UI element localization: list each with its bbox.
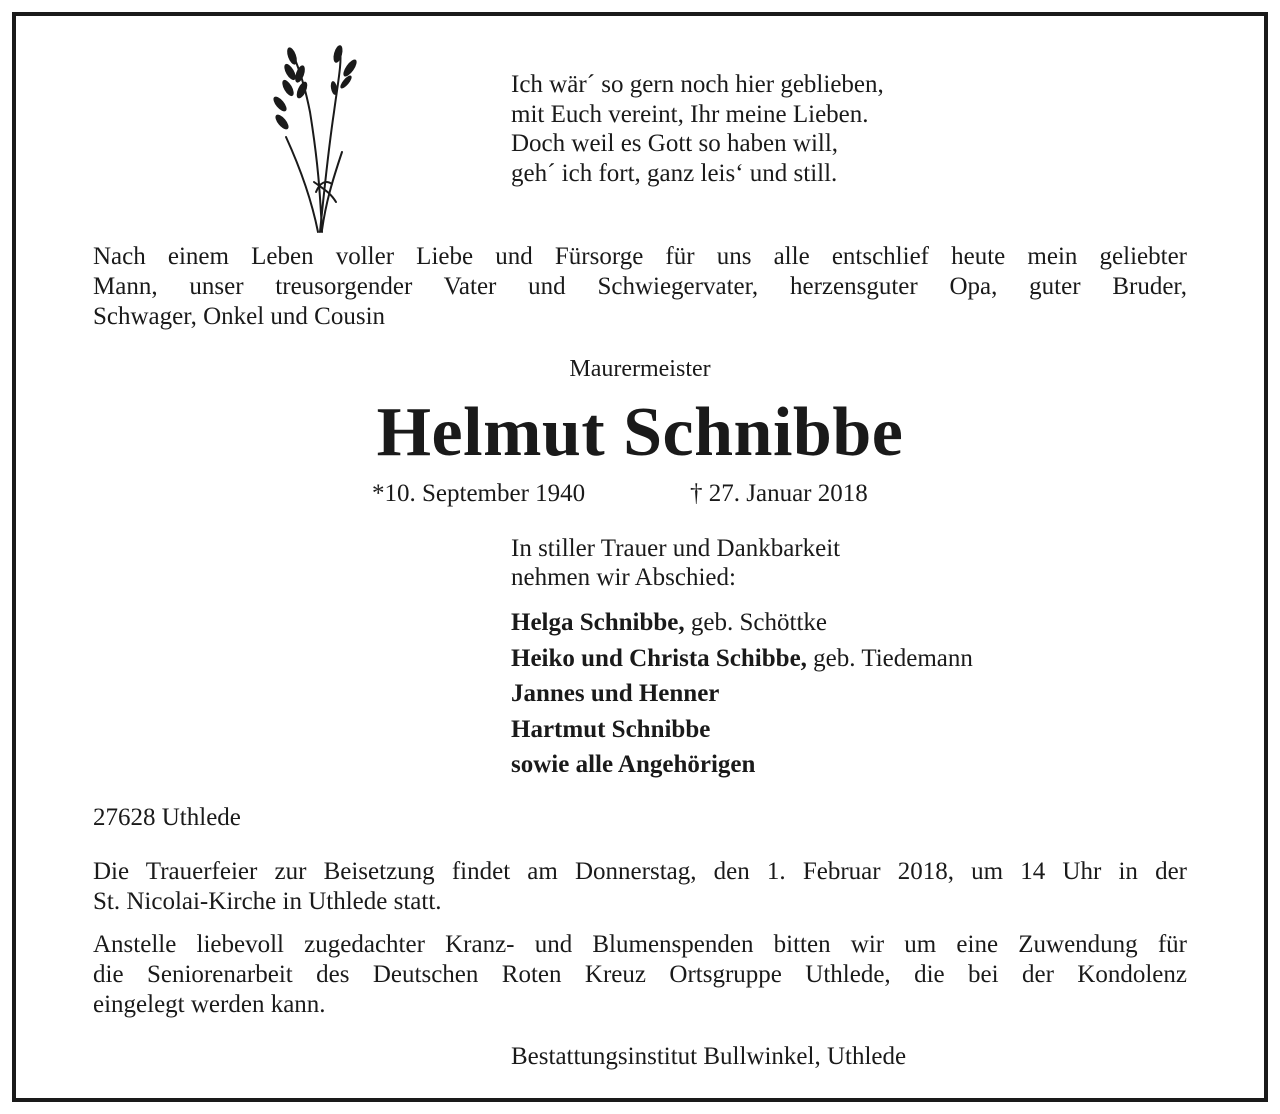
funeral-line: St. Nicolai-Kirche in Uthlede statt. bbox=[93, 888, 442, 915]
mourning-text bbox=[511, 534, 840, 592]
intro-line: Mann, unser treusorgender Vater und Schwiegervater, herzensguter Opa, guter Bruder, bbox=[93, 273, 1187, 300]
mourning-line: nehmen wir Abschied: bbox=[511, 564, 736, 591]
family-name: Heiko und Christa Schibbe, bbox=[511, 644, 807, 672]
family-name: Helga Schnibbe, bbox=[511, 609, 685, 636]
death-date: † 27. Januar 2018 bbox=[690, 480, 868, 507]
funeral-line: Die Trauerfeier zur Beisetzung findet am Donnerstag, den 1. Februar 2018, um 14 Uhr in der bbox=[93, 858, 1187, 885]
intro-line: Nach einem Leben voller Liebe und Fürsorge für uns alle entschlief heute mein geliebter bbox=[93, 243, 1187, 270]
donation-line: eingelegt werden kann. bbox=[93, 991, 326, 1018]
poem-line: Doch weil es Gott so haben will, bbox=[511, 130, 839, 157]
profession: Maurermeister bbox=[569, 356, 711, 382]
family-entry bbox=[511, 605, 973, 641]
family-note: geb. Tiedemann bbox=[806, 644, 973, 672]
family-entry bbox=[511, 641, 973, 677]
family-entry bbox=[511, 747, 973, 783]
deceased-name: Helmut Schnibbe bbox=[376, 394, 904, 471]
poem-line: Ich wär´ so gern noch hier geblieben, bbox=[511, 71, 884, 98]
intro-paragraph bbox=[93, 242, 1187, 332]
poem-line: geh´ ich fort, ganz leis‘ und still. bbox=[511, 159, 838, 187]
poem-line: mit Euch vereint, Ihr meine Lieben. bbox=[511, 100, 869, 128]
family-name: Hartmut Schnibbe bbox=[511, 715, 711, 743]
place: 27628 Uthlede bbox=[93, 804, 241, 831]
family-entry bbox=[511, 676, 973, 712]
mourning-line: In stiller Trauer und Dankbarkeit bbox=[511, 535, 841, 562]
poem bbox=[511, 70, 884, 188]
funeral-paragraph bbox=[93, 857, 1187, 917]
donation-paragraph bbox=[93, 930, 1187, 1020]
intro-line: Schwager, Onkel und Cousin bbox=[93, 303, 386, 330]
wheat-sheaf-icon bbox=[262, 42, 372, 234]
donation-line: Anstelle liebevoll zugedachter Kranz- und Blumenspenden bitten wir um eine Zuwendung für bbox=[93, 931, 1187, 958]
family-list bbox=[511, 605, 973, 783]
family-note: geb. Schöttke bbox=[684, 609, 827, 636]
family-name: Jannes und Henner bbox=[511, 680, 720, 707]
birth-date: *10. September 1940 bbox=[372, 480, 586, 507]
donation-line: die Seniorenarbeit des Deutschen Roten Kreuz Ortsgruppe Uthlede, die bei der Kondolenz bbox=[93, 961, 1187, 988]
family-entry bbox=[511, 712, 973, 748]
undertaker: Bestattungsinstitut Bullwinkel, Uthlede bbox=[511, 1043, 907, 1070]
family-name: sowie alle Angehörigen bbox=[511, 751, 756, 778]
